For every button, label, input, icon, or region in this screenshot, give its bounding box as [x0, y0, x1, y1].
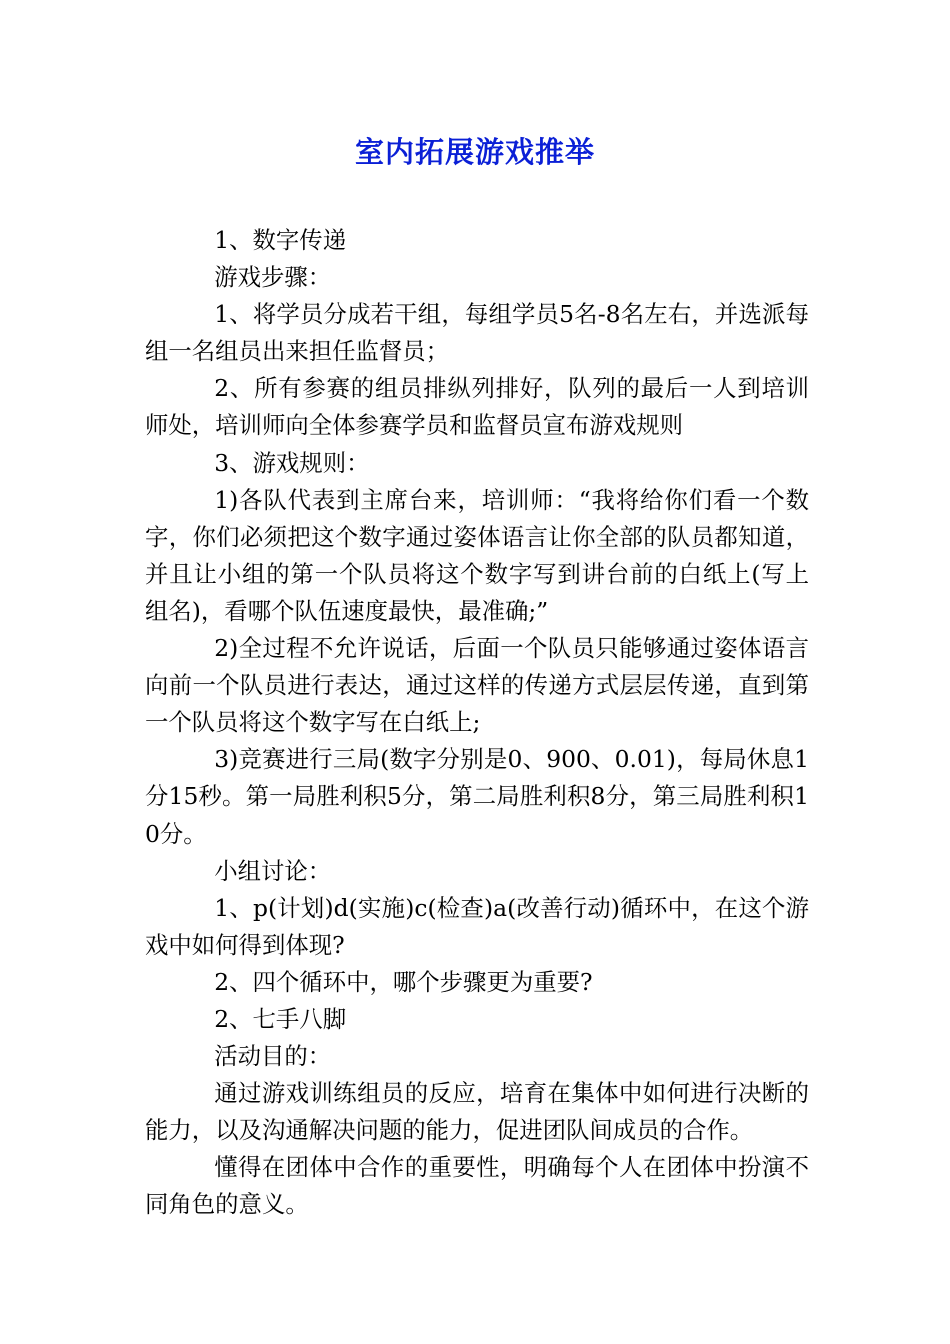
paragraph-step-1: 1、将学员分成若干组，每组学员5名-8名左右，并选派每组一名组员出来担任监督员；	[145, 300, 809, 366]
document-body	[145, 222, 809, 1224]
section-heading-number-relay: 1、数字传递	[214, 226, 347, 254]
paragraph-discussion-1: 1、p(计划)d(实施)c(检查)a(改善行动)循环中，在这个游戏中如何得到体现?	[145, 893, 809, 959]
paragraph-rule-1: 1)各队代表到主席台来，培训师：“我将给你们看一个数字，你们必须把这个数字通过姿体语言让你全部的队员都知道，并且让小组的第一个队员将这个数字写到讲台前的白纸上(写上组名)，看哪个队伍速度最快，最准确;”	[145, 485, 809, 625]
paragraph-purpose-2: 懂得在团体中合作的重要性，明确每个人在团体中扮演不同角色的意义。	[145, 1153, 809, 1219]
subheading-game-steps: 游戏步骤：	[214, 263, 332, 292]
paragraph-rule-3: 3)竞赛进行三局(数字分别是0、900、0.01)，每局休息1分15秒。第一局胜利积5分，第二局胜利积8分，第三局胜利积10分。	[145, 745, 809, 848]
paragraph-purpose-1: 通过游戏训练组员的反应，培育在集体中如何进行决断的能力，以及沟通解决问题的能力，促进团队间成员的合作。	[145, 1079, 809, 1145]
subheading-game-rules: 3、游戏规则：	[214, 448, 370, 477]
paragraph-step-2: 2、所有参赛的组员排纵列排好，队列的最后一人到培训师处，培训师向全体参赛学员和监督员宣布游戏规则	[145, 374, 809, 440]
subheading-activity-purpose: 活动目的：	[214, 1042, 332, 1071]
paragraph-rule-2: 2)全过程不允许说话，后面一个队员只能够通过姿体语言向前一个队员进行表达，通过这样的传递方式层层传递，直到第一个队员将这个数字写在白纸上;	[145, 634, 809, 737]
section-heading-seven-hands: 2、七手八脚	[214, 1004, 347, 1033]
document-title: 室内拓展游戏推举	[354, 135, 595, 169]
paragraph-discussion-2: 2、四个循环中，哪个步骤更为重要?	[214, 967, 593, 996]
subheading-group-discussion: 小组讨论：	[214, 856, 332, 885]
